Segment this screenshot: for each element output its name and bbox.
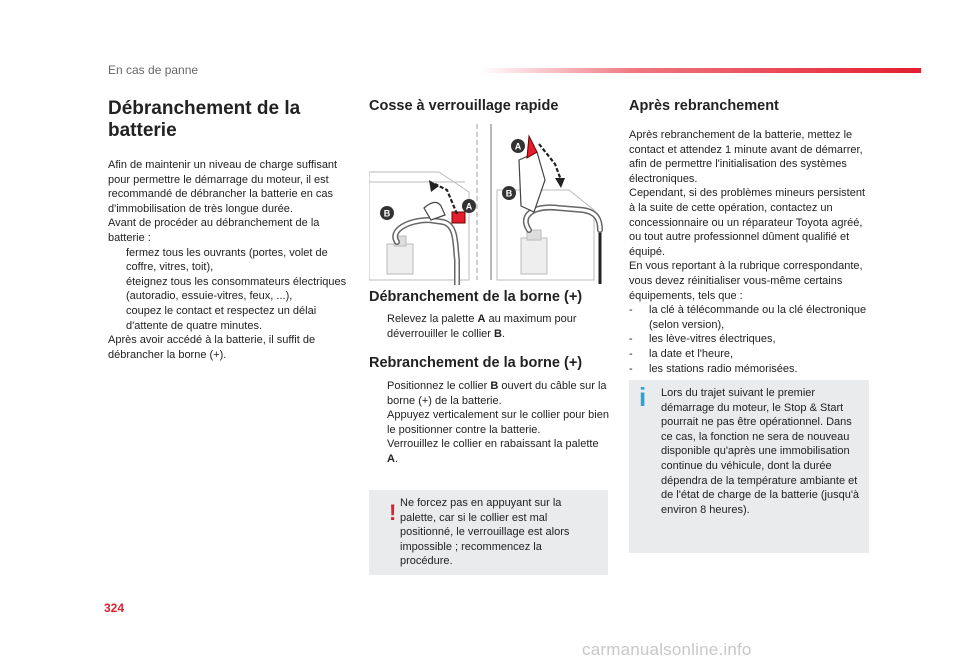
list-item: Relevez la palette A au maximum pour déverrouiller le collier B.	[387, 313, 577, 340]
list-item: Appuyez verticalement sur le collier pour bien le positionner contre la batterie.	[387, 409, 609, 436]
intro-paragraph: Afin de maintenir un niveau de charge suffisant pour permettre le démarrage du moteur, il est recommandé de débrancher la batterie en cas d'immobilisation de très longue durée.	[108, 159, 338, 215]
reconnect-section	[369, 355, 609, 467]
watermark: carmanualsonline.info	[582, 640, 752, 659]
warning-icon: !	[389, 500, 397, 525]
after-reconnect-title: Après rebranchement	[629, 98, 779, 114]
list-item: - la date et l'heure,	[629, 347, 734, 360]
after-paragraph: Après avoir accédé à la batterie, il suffit de débrancher la borne (+).	[108, 334, 316, 361]
reconnect-steps	[369, 379, 609, 467]
header-accent-bar	[480, 68, 921, 73]
battery-disconnect-text	[108, 158, 348, 362]
svg-text:B: B	[505, 188, 513, 199]
column-after-reconnect	[629, 98, 871, 376]
after-reconnect-text	[629, 128, 871, 376]
reset-list	[629, 303, 871, 376]
warning-note	[369, 490, 608, 575]
clamp-right	[519, 152, 545, 212]
list-item: coupez le contact et respectez un délai d'attente de quatre minutes.	[126, 304, 317, 332]
column-quick-terminal	[369, 98, 609, 114]
before-paragraph: Avant de procéder au débranchement de la batterie :	[108, 217, 320, 244]
list-item: éteignez tous les consommateurs électriques (autoradio, essuie-vitres, feux, ...),	[126, 275, 347, 303]
svg-text:B: B	[383, 208, 391, 219]
list-item: Positionnez le collier B ouvert du câble sur la borne (+) de la batterie.	[387, 380, 607, 407]
list-item: fermez tous les ouvrants (portes, volet de coffre, vitres, toit),	[126, 246, 328, 274]
terminal-illustration	[369, 120, 609, 285]
disconnect-steps	[369, 312, 609, 341]
svg-text:A: A	[514, 141, 522, 152]
disconnect-title: Débranchement de la borne (+)	[369, 289, 583, 305]
reset-paragraph: En vous reportant à la rubrique correspondante, vous devez réinitialiser vous-même certains équipements, tels que :	[629, 260, 863, 302]
info-icon: i	[639, 382, 647, 412]
list-item: - la clé à télécommande ou la clé électronique (selon version),	[629, 304, 867, 331]
info-text: Lors du trajet suivant le premier démarrage du moteur, le Stop & Start pourrait ne pas être opérationnel. Dans ce cas, la fonction ne sera de nouveau disponible qu'après une immobilisation continue du véhicule, dont la durée dépendra de la température ambiante et de l'état de charge de la batterie (jusqu'à environ 8 heures).	[661, 387, 860, 516]
list-item: - les lève-vitres électriques,	[629, 333, 776, 346]
precautions-list	[108, 246, 348, 334]
lever-left	[452, 212, 465, 223]
battery-disconnect-title: Débranchement de la batterie	[108, 98, 301, 141]
problems-paragraph: Cependant, si des problèmes mineurs persistent à la suite de cette opération, contactez un concessionnaire ou un réparateur Toyota agréé, ou tout autre professionnel dûment qualifié et équipé.	[629, 187, 866, 258]
battery-right	[497, 190, 594, 280]
disconnect-section	[369, 289, 609, 341]
reconnect-title: Rebranchement de la borne (+)	[369, 355, 583, 371]
svg-text:A: A	[465, 201, 473, 212]
page-number: 324	[104, 601, 125, 615]
warning-text: Ne forcez pas en appuyant sur la palette, car si le collier est mal positionné, le verrouillage est alors impossible ; recommencez la procédure.	[400, 497, 570, 568]
column-battery-disconnect	[108, 98, 348, 362]
info-note	[629, 380, 869, 553]
quick-terminal-title: Cosse à verrouillage rapide	[369, 98, 559, 114]
section-header: En cas de panne	[108, 63, 199, 77]
init-paragraph: Après rebranchement de la batterie, mettez le contact et attendez 1 minute avant de démarrer, afin de permettre l'initialisation des systèmes électroniques.	[629, 129, 863, 185]
list-item: Verrouillez le collier en rabaissant la palette A.	[387, 438, 599, 465]
list-item: - les stations radio mémorisées.	[629, 362, 798, 375]
